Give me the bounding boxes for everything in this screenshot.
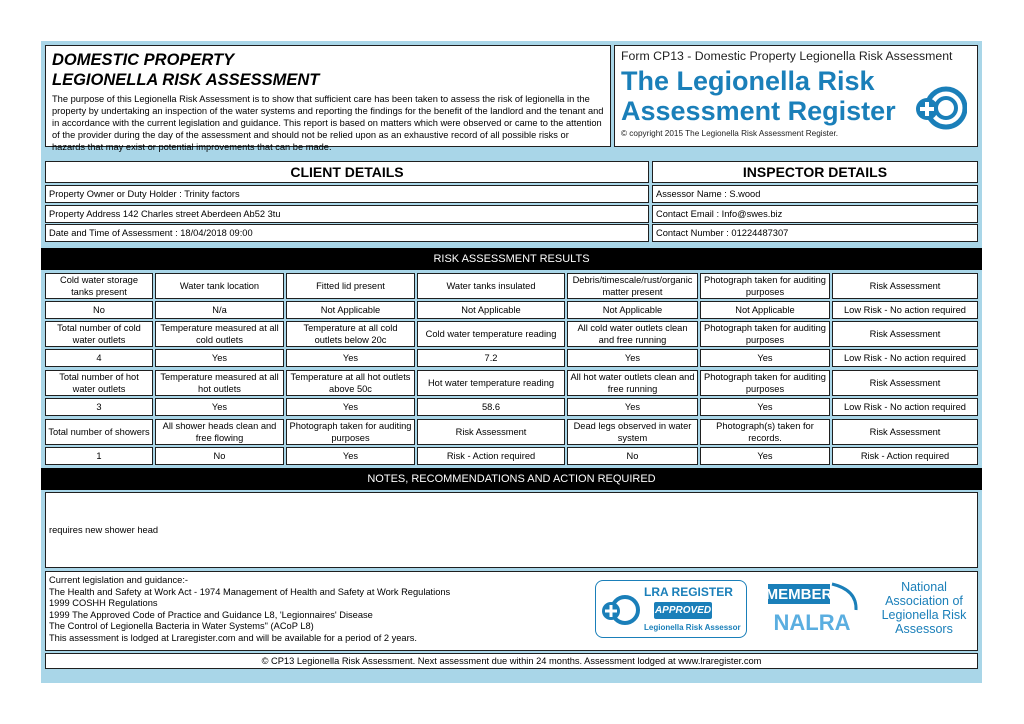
results-header-cell: Total number of hot water outlets: [45, 370, 153, 396]
results-value-cell: No: [567, 447, 698, 465]
header-intro: [45, 45, 611, 152]
results-header-cell: Photograph(s) taken for records.: [700, 419, 830, 445]
results-header-cell: Cold water storage tanks present: [45, 273, 153, 299]
footer-text: © CP13 Legionella Risk Assessment. Next assessment due within 24 months. Assessment lodged at www.lraregister.com: [45, 653, 978, 669]
datetime-field: Date and Time of Assessment : 18/04/2018 09:00: [45, 224, 649, 242]
results-value-cell: Not Applicable: [286, 301, 415, 319]
results-value-cell: Risk - Action required: [417, 447, 565, 465]
results-value-cell: 1: [45, 447, 153, 465]
legislation-text: [49, 575, 450, 644]
lra-badge-icon: [600, 593, 640, 627]
register-title-line1: The Legionella Risk: [621, 66, 875, 96]
contact-email-field: Contact Email : Info@swes.biz: [652, 205, 978, 223]
results-heading: RISK ASSESSMENT RESULTS: [41, 248, 982, 270]
purpose-text: The purpose of this Legionella Risk Assessment is to show that sufficient care has been taken to assess the risk of legionella in the property by undertaking an inspection of the water systems and reporting the findings for the benefit of the landlord and the tenant and in accordance with the current legislation and guidance. This report is based on matters which were observed or came to the attention of the provider during the day of the assessment and should not be relied upon as an exhaustive record of all possible risks or hazards that may exist or potential improvements that can be made.: [52, 94, 604, 152]
legislation-line: This assessment is lodged at Lraregister.com and will be available for a period of 2 years.: [49, 632, 417, 643]
legislation-line: The Control of Legionella Bacteria in Water Systems" (ACoP L8): [49, 621, 314, 631]
results-header-cell: Total number of showers: [45, 419, 153, 445]
lra-badge-subtitle: Legionella Risk Assessor: [644, 623, 741, 632]
results-header-cell: Hot water temperature reading: [417, 370, 565, 396]
results-value-cell: N/a: [155, 301, 284, 319]
doc-title-line1: DOMESTIC PROPERTY: [52, 51, 235, 69]
results-header-cell: Photograph taken for auditing purposes: [700, 273, 830, 299]
client-heading: CLIENT DETAILS: [45, 161, 649, 183]
results-header-cell: Photograph taken for auditing purposes: [700, 370, 830, 396]
results-value-cell: 7.2: [417, 349, 565, 367]
results-value-cell: 58.6: [417, 398, 565, 416]
address-field: Property Address 142 Charles street Aberdeen Ab52 3tu: [45, 205, 649, 223]
lra-badge-title: LRA REGISTER: [644, 585, 733, 599]
results-header-cell: Photograph taken for auditing purposes: [286, 419, 415, 445]
legislation-line: 1999 COSHH Regulations: [49, 598, 158, 608]
header-register: [614, 45, 978, 147]
results-value-cell: Yes: [155, 349, 284, 367]
lra-approved-badge: [595, 580, 747, 638]
nalra-logo-text: NALRA: [773, 610, 851, 635]
results-header-cell: Risk Assessment: [832, 370, 978, 396]
results-header-cell: Temperature at all cold outlets below 20c: [286, 321, 415, 347]
results-value-cell: Not Applicable: [700, 301, 830, 319]
results-header-cell: Water tanks insulated: [417, 273, 565, 299]
results-value-cell: Yes: [700, 447, 830, 465]
doc-title-line2: LEGIONELLA RISK ASSESSMENT: [52, 71, 320, 89]
results-value-cell: Yes: [700, 349, 830, 367]
results-value-cell: Low Risk - No action required: [832, 301, 978, 319]
results-value-cell: Yes: [155, 398, 284, 416]
legislation-box: [45, 571, 978, 651]
legislation-line: Current legislation and guidance:-: [49, 575, 189, 585]
results-header-cell: Photograph taken for auditing purposes: [700, 321, 830, 347]
inspector-heading: INSPECTOR DETAILS: [652, 161, 978, 183]
results-value-cell: Not Applicable: [567, 301, 698, 319]
results-header-cell: Cold water temperature reading: [417, 321, 565, 347]
form-frame: [41, 41, 982, 683]
results-value-cell: Not Applicable: [417, 301, 565, 319]
legislation-line: The Health and Safety at Work Act - 1974 Management of Health and Safety at Work Regulations: [49, 586, 451, 597]
lra-badge-approved: APPROVED: [654, 602, 712, 619]
results-header-cell: Temperature measured at all cold outlets: [155, 321, 284, 347]
legislation-line: 1999 The Approved Code of Practice and Guidance L8, 'Legionnaires' Disease: [49, 609, 373, 620]
results-header-cell: Water tank location: [155, 273, 284, 299]
results-value-cell: Yes: [700, 398, 830, 416]
register-title-line2: Assessment Register: [621, 96, 896, 126]
member-label: MEMBER: [765, 586, 833, 603]
results-value-cell: Low Risk - No action required: [832, 349, 978, 367]
results-header-cell: All hot water outlets clean and free running: [567, 370, 698, 396]
results-header-cell: Temperature at all hot outlets above 50c: [286, 370, 415, 396]
results-header-cell: Dead legs observed in water system: [567, 419, 698, 445]
results-header-cell: Risk Assessment: [417, 419, 565, 445]
results-value-cell: Yes: [567, 349, 698, 367]
assessor-name-field: Assessor Name : S.wood: [652, 185, 978, 203]
results-value-cell: 4: [45, 349, 153, 367]
results-header-cell: Total number of cold water outlets: [45, 321, 153, 347]
copyright-text: © copyright 2015 The Legionella Risk Assessment Register.: [621, 129, 839, 138]
results-header-cell: All shower heads clean and free flowing: [155, 419, 284, 445]
results-value-cell: Yes: [567, 398, 698, 416]
results-value-cell: Yes: [286, 349, 415, 367]
notes-box: [45, 492, 978, 568]
results-value-cell: Low Risk - No action required: [832, 398, 978, 416]
results-header-cell: Fitted lid present: [286, 273, 415, 299]
results-header-cell: Temperature measured at all hot outlets: [155, 370, 284, 396]
form-line: Form CP13 - Domestic Property Legionella Risk Assessment: [621, 49, 953, 63]
results-value-cell: Yes: [286, 447, 415, 465]
results-value-cell: 3: [45, 398, 153, 416]
lra-logo-icon: [913, 84, 967, 132]
results-value-cell: Risk - Action required: [832, 447, 978, 465]
notes-text: requires new shower head: [49, 525, 159, 535]
owner-field: Property Owner or Duty Holder : Trinity factors: [45, 185, 649, 203]
results-header-cell: Risk Assessment: [832, 273, 978, 299]
results-header-cell: All cold water outlets clean and free running: [567, 321, 698, 347]
nalra-name: National Association of Legionella Risk Assessors: [881, 580, 967, 636]
results-value-cell: No: [45, 301, 153, 319]
nalra-member-logo: [762, 580, 862, 638]
notes-heading: NOTES, RECOMMENDATIONS AND ACTION REQUIRED: [41, 468, 982, 490]
results-value-cell: No: [155, 447, 284, 465]
results-header-cell: Debris/timescale/rust/organic matter present: [567, 273, 698, 299]
results-header-cell: Risk Assessment: [832, 321, 978, 347]
results-value-cell: Yes: [286, 398, 415, 416]
contact-number-field: Contact Number : 01224487307: [652, 224, 978, 242]
results-header-cell: Risk Assessment: [832, 419, 978, 445]
